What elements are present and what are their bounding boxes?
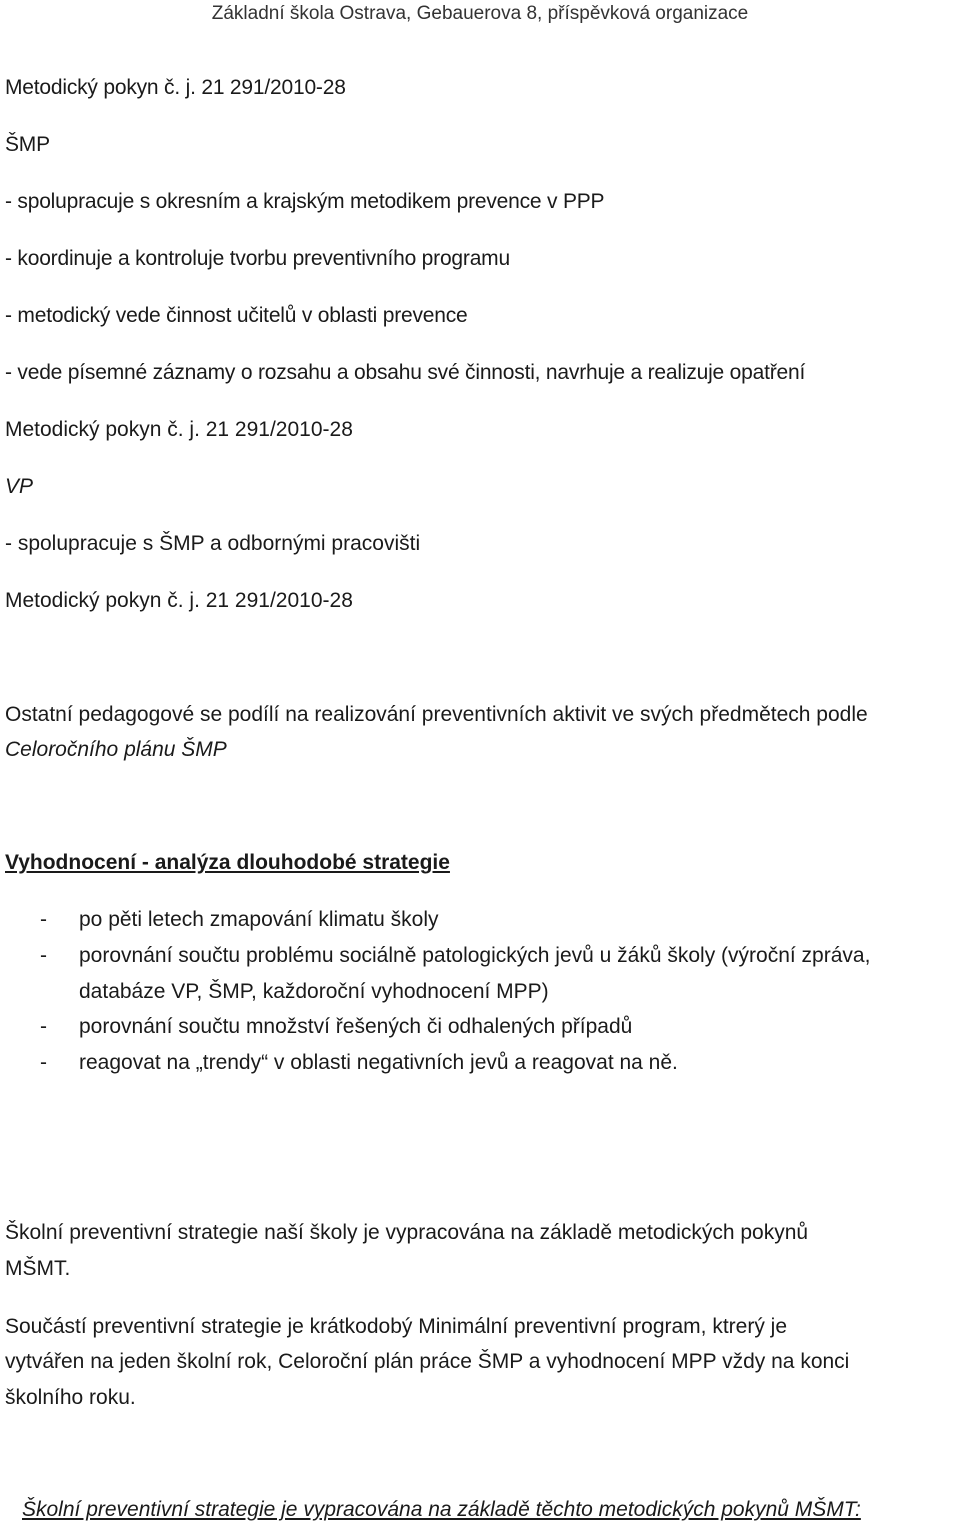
reference-line: Metodický pokyn č. j. 21 291/2010-28 xyxy=(5,589,353,612)
strategy-paragraph-1-line-1: Školní preventivní strategie naší školy je vypracována na základě metodických pokynů xyxy=(5,1221,809,1244)
strategy-paragraph-2-line-2: vytvářen na jeden školní rok, Celoroční plán práce ŠMP a vyhodnocení MPP vždy na konci xyxy=(5,1350,850,1373)
evaluation-item: porovnání součtu množství řešených či odhalených případů xyxy=(79,1015,633,1038)
closing-heading: Školní preventivní strategie je vypracována na základě těchto metodických pokynů MŠMT: xyxy=(22,1498,861,1521)
smp-item: - koordinuje a kontroluje tvorbu preventivního programu xyxy=(5,247,510,270)
others-line-2: Celoročního plánu ŠMP xyxy=(5,738,227,761)
strategy-paragraph-1-line-2: MŠMT. xyxy=(5,1257,71,1280)
strategy-paragraph-2-line-1: Součástí preventivní strategie je krátkodobý Minimální preventivní program, ktrerý je xyxy=(5,1315,788,1338)
strategy-paragraph-2-line-3: školního roku. xyxy=(5,1386,136,1409)
others-line-1: Ostatní pedagogové se podílí na realizování preventivních aktivit ve svých předmětech podle xyxy=(5,703,868,726)
smp-item: - vede písemné záznamy o rozsahu a obsahu své činnosti, navrhuje a realizuje opatření xyxy=(5,361,806,384)
evaluation-item: porovnání součtu problému sociálně patologických jevů u žáků školy (výroční zpráva, xyxy=(79,944,871,967)
vp-label: VP xyxy=(5,475,34,498)
smp-label: ŠMP xyxy=(5,133,50,156)
evaluation-item: po pěti letech zmapování klimatu školy xyxy=(79,908,439,931)
bullet-dash: - xyxy=(40,1051,47,1074)
bullet-dash: - xyxy=(40,908,47,931)
smp-item: - metodický vede činnost učitelů v oblasti prevence xyxy=(5,304,468,327)
bullet-dash: - xyxy=(40,944,47,967)
evaluation-item: reagovat na „trendy“ v oblasti negativních jevů a reagovat na ně. xyxy=(79,1051,678,1074)
evaluation-item-continuation: databáze VP, ŠMP, každoroční vyhodnocení MPP) xyxy=(79,980,549,1003)
reference-line: Metodický pokyn č. j. 21 291/2010-28 xyxy=(5,418,353,441)
page-header: Základní škola Ostrava, Gebauerova 8, příspěvková organizace xyxy=(211,3,749,24)
smp-item: - spolupracuje s okresním a krajským metodikem prevence v PPP xyxy=(5,190,605,213)
evaluation-heading: Vyhodnocení - analýza dlouhodobé strategie xyxy=(5,851,450,874)
vp-item: - spolupracuje s ŠMP a odbornými pracovišti xyxy=(5,532,421,555)
reference-line: Metodický pokyn č. j. 21 291/2010-28 xyxy=(5,76,346,99)
bullet-dash: - xyxy=(40,1015,47,1038)
